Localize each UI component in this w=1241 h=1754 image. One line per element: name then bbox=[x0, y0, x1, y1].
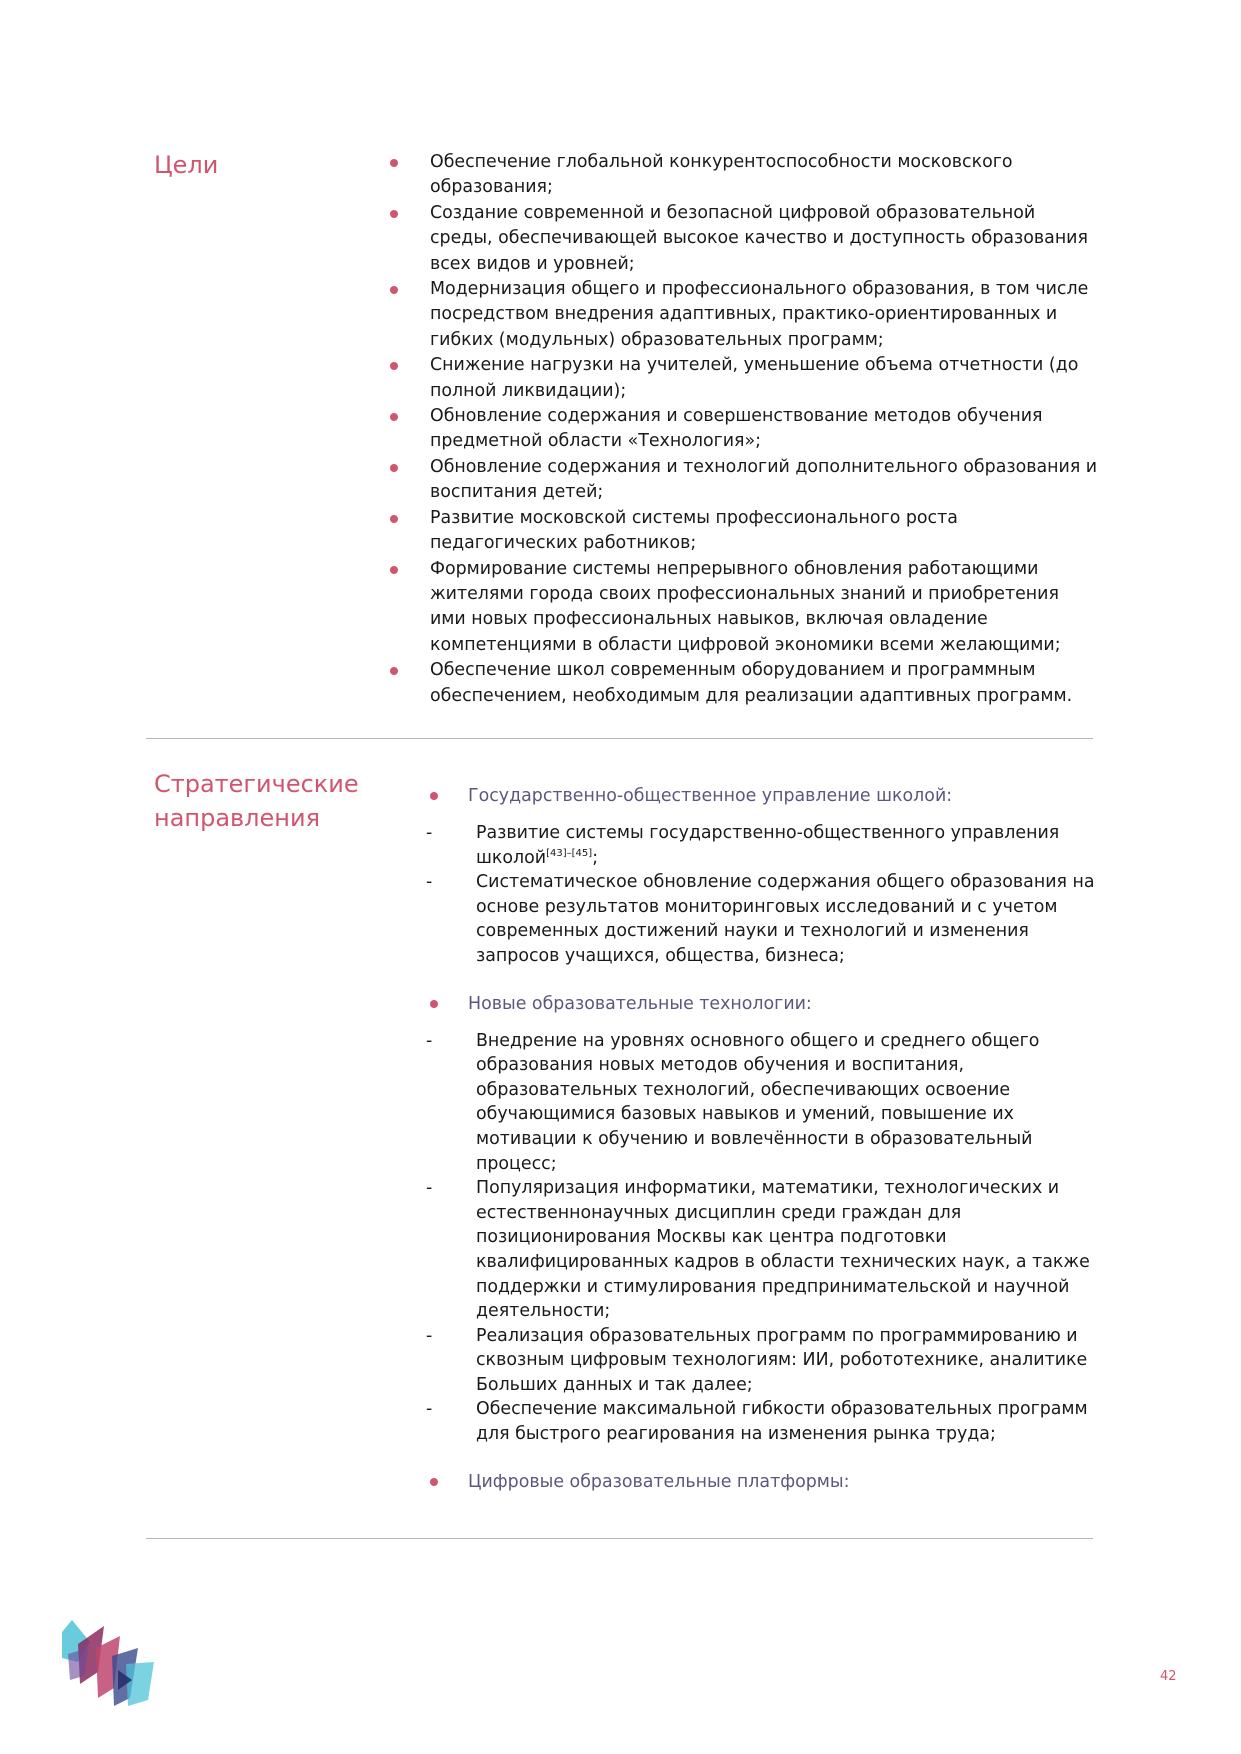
bullet-icon bbox=[390, 667, 398, 675]
goals-list bbox=[390, 150, 1100, 709]
dash-icon: - bbox=[426, 1030, 433, 1051]
list-item: - Реализация образовательных программ по программированию и сквозным цифровым технологиям: ИИ, робототехнике, аналитике Больших данных и так далее; bbox=[426, 1325, 1088, 1395]
list-item: Модернизация общего и профессионального образования, в том числе посредством внедрения адаптивных, практико-ориентированных и гибких (модульных) образовательных программ; bbox=[390, 277, 1100, 353]
logo-shape bbox=[126, 1662, 154, 1706]
bullet-icon bbox=[430, 1000, 438, 1008]
bullet-icon bbox=[430, 1478, 438, 1486]
list-item: Обеспечение школ современным оборудованием и программным обеспечением, необходимым для реализации адаптивных программ. bbox=[390, 658, 1100, 709]
direction-heading: Государственно-общественное управление школой: bbox=[428, 783, 1108, 809]
direction-items bbox=[428, 821, 1108, 969]
list-item: - Внедрение на уровнях основного общего и среднего общего образования новых методов обучения и воспитания, образовательных технологий, обеспечивающих освоение обучающимися базовых навыков и умений, повышение их мотивации к обучению и вовлечённости в образовательный процесс; bbox=[426, 1030, 1040, 1174]
dash-icon: - bbox=[426, 1399, 433, 1420]
section-divider bbox=[146, 1538, 1093, 1539]
strategy-directions bbox=[428, 783, 1108, 1495]
direction-heading: Цифровые образовательные платформы: bbox=[428, 1469, 1108, 1495]
bullet-icon bbox=[390, 413, 398, 421]
bullet-icon bbox=[430, 792, 438, 800]
strategy-section-title: Стратегические направления bbox=[154, 770, 359, 832]
bullet-icon bbox=[390, 515, 398, 523]
bullet-icon bbox=[390, 210, 398, 218]
list-item: - Развитие системы государственно-общественного управления школой[43]–[45]; bbox=[426, 823, 1060, 868]
dash-icon: - bbox=[426, 1325, 433, 1346]
list-item: - Систематическое обновление содержания общего образования на основе результатов мониторинговых исследований и с учетом современных достижений науки и технологий и изменения запросов учащихся, общества, бизнеса; bbox=[426, 872, 1095, 966]
bullet-icon bbox=[390, 286, 398, 294]
logo-icon bbox=[58, 1618, 162, 1708]
list-item: Снижение нагрузки на учителей, уменьшение объема отчетности (до полной ликвидации); bbox=[390, 353, 1100, 404]
list-item: Формирование системы непрерывного обновления работающими жителями города своих профессиональных знаний и приобретения ими новых профессиональных навыков, включая овладение компетенциями в области цифровой экономики всеми желающими; bbox=[390, 557, 1100, 659]
dash-icon: - bbox=[426, 872, 433, 893]
bullet-icon bbox=[390, 464, 398, 472]
list-item: Создание современной и безопасной цифровой образовательной среды, обеспечивающей высокое качество и доступность образования всех видов и уровней; bbox=[390, 201, 1100, 277]
direction-heading: Новые образовательные технологии: bbox=[428, 991, 1108, 1017]
list-item: - Популяризация информатики, математики, технологических и естественнонаучных дисциплин среди граждан для позиционирования Москвы как центра подготовки квалифицированных кадров в области технических наук, а также поддержки и стимулирования предпринимательской и научной деятельности; bbox=[426, 1178, 1090, 1322]
bullet-icon bbox=[390, 362, 398, 370]
goals-section-title: Цели bbox=[154, 151, 219, 179]
dash-icon: - bbox=[426, 1178, 433, 1199]
list-item: - Обеспечение максимальной гибкости образовательных программ для быстрого реагирования на изменения рынка труда; bbox=[426, 1399, 1088, 1445]
list-item: Обновление содержания и совершенствование методов обучения предметной области «Технология»; bbox=[390, 404, 1100, 455]
list-item: Развитие московской системы профессионального роста педагогических работников; bbox=[390, 506, 1100, 557]
bullet-icon bbox=[390, 159, 398, 167]
page-number: 42 bbox=[1160, 1669, 1177, 1684]
dash-icon: - bbox=[426, 823, 433, 843]
citation-ref: [43]–[45] bbox=[546, 847, 593, 859]
direction-items bbox=[428, 1029, 1108, 1447]
bullet-icon bbox=[390, 566, 398, 574]
section-divider bbox=[146, 738, 1093, 739]
list-item: Обеспечение глобальной конкурентоспособности московского образования; bbox=[390, 150, 1100, 201]
list-item: Обновление содержания и технологий дополнительного образования и воспитания детей; bbox=[390, 455, 1100, 506]
